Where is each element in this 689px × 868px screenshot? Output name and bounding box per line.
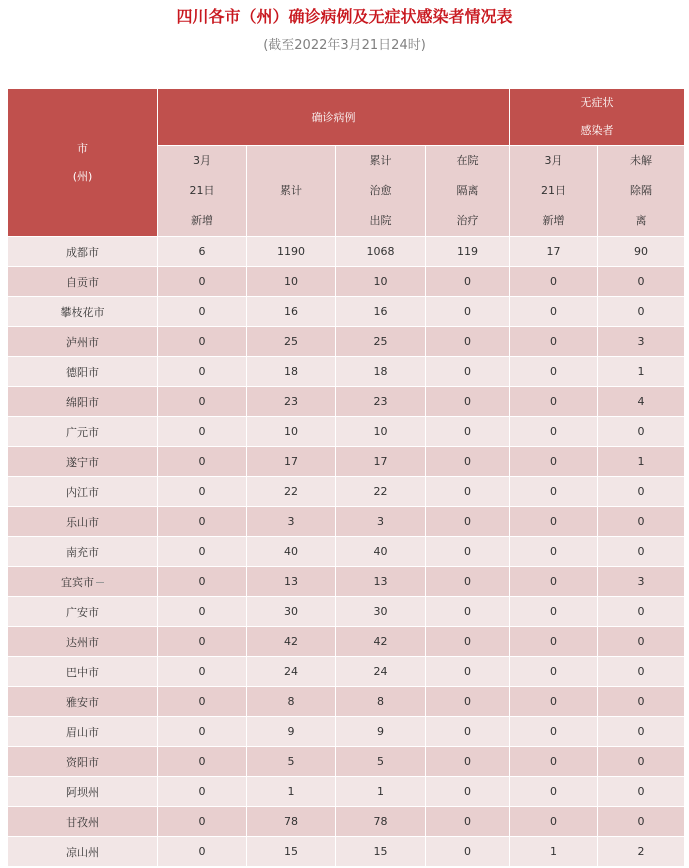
table-row [8, 627, 685, 657]
city-cell [8, 387, 158, 417]
value-cell: 17 [336, 447, 426, 477]
value-cell: 9 [247, 717, 336, 747]
value-cell: 10 [247, 267, 336, 297]
value-cell: 0 [426, 567, 510, 597]
value-cell: 0 [598, 477, 685, 507]
header-text: 离 [635, 214, 647, 227]
value-cell: 10 [336, 417, 426, 447]
header-text: 治疗 [456, 214, 479, 227]
value-cell: 1 [336, 777, 426, 807]
value-cell: 0 [598, 297, 685, 327]
table-row [8, 327, 685, 357]
value-cell: 42 [247, 627, 336, 657]
value-cell: 0 [158, 567, 247, 597]
table-row [8, 747, 685, 777]
value-cell: 0 [510, 297, 598, 327]
table-row [8, 567, 685, 597]
value-cell: 0 [158, 747, 247, 777]
value-cell: 0 [426, 327, 510, 357]
page-subtitle: (截至2022年3月21日24时) [263, 38, 426, 53]
value-cell: 0 [510, 777, 598, 807]
city-name: 凉山州 [66, 845, 99, 859]
value-cell: 13 [247, 567, 336, 597]
header-city-line2: (州) [72, 169, 93, 183]
value-cell: 0 [426, 747, 510, 777]
value-cell: 0 [598, 807, 685, 837]
value-cell: 0 [426, 477, 510, 507]
city-name: 阿坝州 [66, 785, 99, 799]
city-cell [8, 837, 158, 867]
value-cell: 1 [598, 357, 685, 387]
value-cell: 10 [247, 417, 336, 447]
header-text: 3月 [193, 154, 211, 167]
value-cell: 0 [510, 687, 598, 717]
value-cell: 0 [426, 687, 510, 717]
value-cell: 13 [336, 567, 426, 597]
header-asymptomatic-group [510, 89, 685, 146]
table-row [8, 357, 685, 387]
value-cell: 0 [158, 387, 247, 417]
value-cell: 0 [510, 807, 598, 837]
header-asym-line2: 感染者 [580, 124, 614, 137]
value-cell: 0 [510, 627, 598, 657]
table-row [8, 237, 685, 267]
value-cell: 17 [510, 237, 598, 267]
city-name: 巴中市 [66, 665, 99, 679]
city-name: 攀枝花市 [60, 305, 105, 319]
header-city [8, 89, 158, 237]
value-cell: 18 [247, 357, 336, 387]
value-cell: 5 [336, 747, 426, 777]
value-cell: 0 [426, 777, 510, 807]
value-cell: 0 [158, 477, 247, 507]
value-cell: 3 [598, 327, 685, 357]
header-confirmed-group: 确诊病例 [158, 89, 510, 146]
city-name: 德阳市 [66, 365, 99, 379]
table-row [8, 447, 685, 477]
city-name: 内江市 [66, 485, 99, 499]
table-row [8, 507, 685, 537]
value-cell: 0 [158, 357, 247, 387]
header-text: 21日 [189, 184, 215, 197]
header-text: 3月 [544, 154, 563, 167]
value-cell: 0 [158, 717, 247, 747]
city-cell [8, 627, 158, 657]
city-cell [8, 327, 158, 357]
value-cell: 0 [426, 387, 510, 417]
city-cell [8, 717, 158, 747]
value-cell: 0 [510, 717, 598, 747]
value-cell: 0 [158, 267, 247, 297]
value-cell: 8 [336, 687, 426, 717]
value-cell: 0 [158, 597, 247, 627]
value-cell: 0 [510, 447, 598, 477]
value-cell: 3 [598, 567, 685, 597]
city-name: 乐山市 [66, 515, 99, 529]
value-cell: 0 [158, 837, 247, 867]
value-cell: 0 [158, 327, 247, 357]
city-cell [8, 747, 158, 777]
value-cell: 0 [510, 597, 598, 627]
city-cell [8, 507, 158, 537]
city-name: 眉山市 [66, 725, 99, 739]
value-cell: 9 [336, 717, 426, 747]
city-name: 雅安市 [66, 695, 99, 709]
value-cell: 23 [247, 387, 336, 417]
value-cell: 0 [510, 387, 598, 417]
value-cell: 0 [598, 417, 685, 447]
value-cell: 0 [158, 447, 247, 477]
table-row [8, 717, 685, 747]
value-cell: 0 [598, 597, 685, 627]
value-cell: 0 [598, 687, 685, 717]
value-cell: 3 [247, 507, 336, 537]
city-name: 宜宾市 [61, 575, 94, 589]
value-cell: 6 [158, 237, 247, 267]
city-cell [8, 447, 158, 477]
city-name: 遂宁市 [66, 455, 99, 469]
header-city-line1: 市 [77, 141, 88, 155]
value-cell: 2 [598, 837, 685, 867]
value-cell: 18 [336, 357, 426, 387]
header-asym-line1: 无症状 [580, 96, 614, 109]
case-table [7, 88, 685, 867]
table-row [8, 777, 685, 807]
value-cell: 0 [158, 537, 247, 567]
city-name: 成都市 [66, 245, 99, 259]
city-name: 广元市 [66, 425, 99, 439]
header-text: 新增 [191, 214, 213, 227]
header-col-new [158, 146, 247, 237]
value-cell: 40 [247, 537, 336, 567]
value-cell: 17 [247, 447, 336, 477]
value-cell: 23 [336, 387, 426, 417]
value-cell: 1 [247, 777, 336, 807]
header-text: 除隔 [630, 184, 652, 197]
table-body [8, 237, 685, 867]
table-row [8, 477, 685, 507]
header-col-asym-isolation [598, 146, 685, 237]
value-cell: 0 [158, 687, 247, 717]
value-cell: 30 [247, 597, 336, 627]
header-text: 累计 [280, 184, 302, 197]
value-cell: 25 [247, 327, 336, 357]
table-row [8, 807, 685, 837]
header-text: 累计 [369, 154, 392, 167]
value-cell: 15 [247, 837, 336, 867]
value-cell: 0 [598, 747, 685, 777]
value-cell: 0 [158, 507, 247, 537]
value-cell: 0 [426, 717, 510, 747]
value-cell: 0 [426, 447, 510, 477]
value-cell: 5 [247, 747, 336, 777]
city-cell [8, 537, 158, 567]
dash-mark [96, 582, 104, 583]
city-cell [8, 357, 158, 387]
value-cell: 15 [336, 837, 426, 867]
value-cell: 0 [158, 657, 247, 687]
city-cell [8, 597, 158, 627]
city-cell [8, 237, 158, 267]
city-name: 绵阳市 [66, 395, 99, 409]
header-col-asym-new [510, 146, 598, 237]
value-cell: 0 [426, 267, 510, 297]
city-name: 南充市 [66, 545, 99, 559]
city-cell [8, 417, 158, 447]
value-cell: 0 [158, 777, 247, 807]
value-cell: 0 [510, 507, 598, 537]
value-cell: 1 [598, 447, 685, 477]
value-cell: 0 [158, 417, 247, 447]
city-cell [8, 297, 158, 327]
value-cell: 0 [426, 807, 510, 837]
value-cell: 0 [426, 627, 510, 657]
table-row [8, 837, 685, 867]
table-row [8, 537, 685, 567]
city-cell [8, 807, 158, 837]
table-row [8, 657, 685, 687]
value-cell: 0 [158, 627, 247, 657]
header-text: 在院 [456, 154, 479, 167]
city-name: 甘孜州 [66, 815, 99, 829]
city-cell [8, 567, 158, 597]
value-cell: 90 [598, 237, 685, 267]
value-cell: 0 [598, 717, 685, 747]
value-cell: 0 [426, 657, 510, 687]
city-name: 自贡市 [66, 275, 99, 289]
header-col-recovered [336, 146, 426, 237]
table-row [8, 687, 685, 717]
value-cell: 0 [158, 807, 247, 837]
value-cell: 30 [336, 597, 426, 627]
value-cell: 0 [426, 597, 510, 627]
header-text: 出院 [369, 214, 392, 227]
header-text: 隔离 [456, 184, 479, 197]
value-cell: 78 [247, 807, 336, 837]
value-cell: 0 [510, 567, 598, 597]
value-cell: 42 [336, 627, 426, 657]
value-cell: 1 [510, 837, 598, 867]
value-cell: 0 [598, 537, 685, 567]
value-cell: 0 [598, 507, 685, 537]
value-cell: 0 [510, 357, 598, 387]
value-cell: 1068 [336, 237, 426, 267]
value-cell: 16 [247, 297, 336, 327]
header-text: 治愈 [369, 184, 392, 197]
value-cell: 0 [426, 837, 510, 867]
city-cell [8, 657, 158, 687]
table-row [8, 267, 685, 297]
value-cell: 0 [426, 537, 510, 567]
value-cell: 16 [336, 297, 426, 327]
value-cell: 22 [247, 477, 336, 507]
value-cell: 1190 [247, 237, 336, 267]
value-cell: 0 [598, 627, 685, 657]
city-cell [8, 777, 158, 807]
value-cell: 0 [426, 297, 510, 327]
header-text: 新增 [542, 214, 565, 227]
value-cell: 0 [426, 357, 510, 387]
value-cell: 119 [426, 237, 510, 267]
value-cell: 0 [426, 417, 510, 447]
value-cell: 10 [336, 267, 426, 297]
value-cell: 0 [598, 657, 685, 687]
value-cell: 0 [426, 507, 510, 537]
header-text: 未解 [630, 154, 652, 167]
city-name: 资阳市 [66, 755, 99, 769]
value-cell: 0 [510, 417, 598, 447]
city-name: 广安市 [66, 605, 99, 619]
value-cell: 0 [158, 297, 247, 327]
header-text: 21日 [541, 184, 566, 197]
value-cell: 22 [336, 477, 426, 507]
value-cell: 40 [336, 537, 426, 567]
value-cell: 24 [247, 657, 336, 687]
city-cell [8, 687, 158, 717]
value-cell: 0 [510, 537, 598, 567]
value-cell: 3 [336, 507, 426, 537]
table-row [8, 597, 685, 627]
city-name: 达州市 [66, 635, 99, 649]
value-cell: 0 [510, 477, 598, 507]
value-cell: 0 [510, 327, 598, 357]
city-cell [8, 267, 158, 297]
header-col-total [247, 146, 336, 237]
value-cell: 78 [336, 807, 426, 837]
value-cell: 0 [510, 747, 598, 777]
value-cell: 0 [510, 267, 598, 297]
table-row [8, 387, 685, 417]
value-cell: 25 [336, 327, 426, 357]
value-cell: 0 [598, 777, 685, 807]
value-cell: 24 [336, 657, 426, 687]
value-cell: 8 [247, 687, 336, 717]
page-title: 四川各市（州）确诊病例及无症状感染者情况表 [176, 7, 513, 26]
city-name: 泸州市 [66, 335, 99, 349]
table-row [8, 417, 685, 447]
value-cell: 0 [510, 657, 598, 687]
value-cell: 0 [598, 267, 685, 297]
header-col-hospitalized [426, 146, 510, 237]
city-cell [8, 477, 158, 507]
value-cell: 4 [598, 387, 685, 417]
table-row [8, 297, 685, 327]
